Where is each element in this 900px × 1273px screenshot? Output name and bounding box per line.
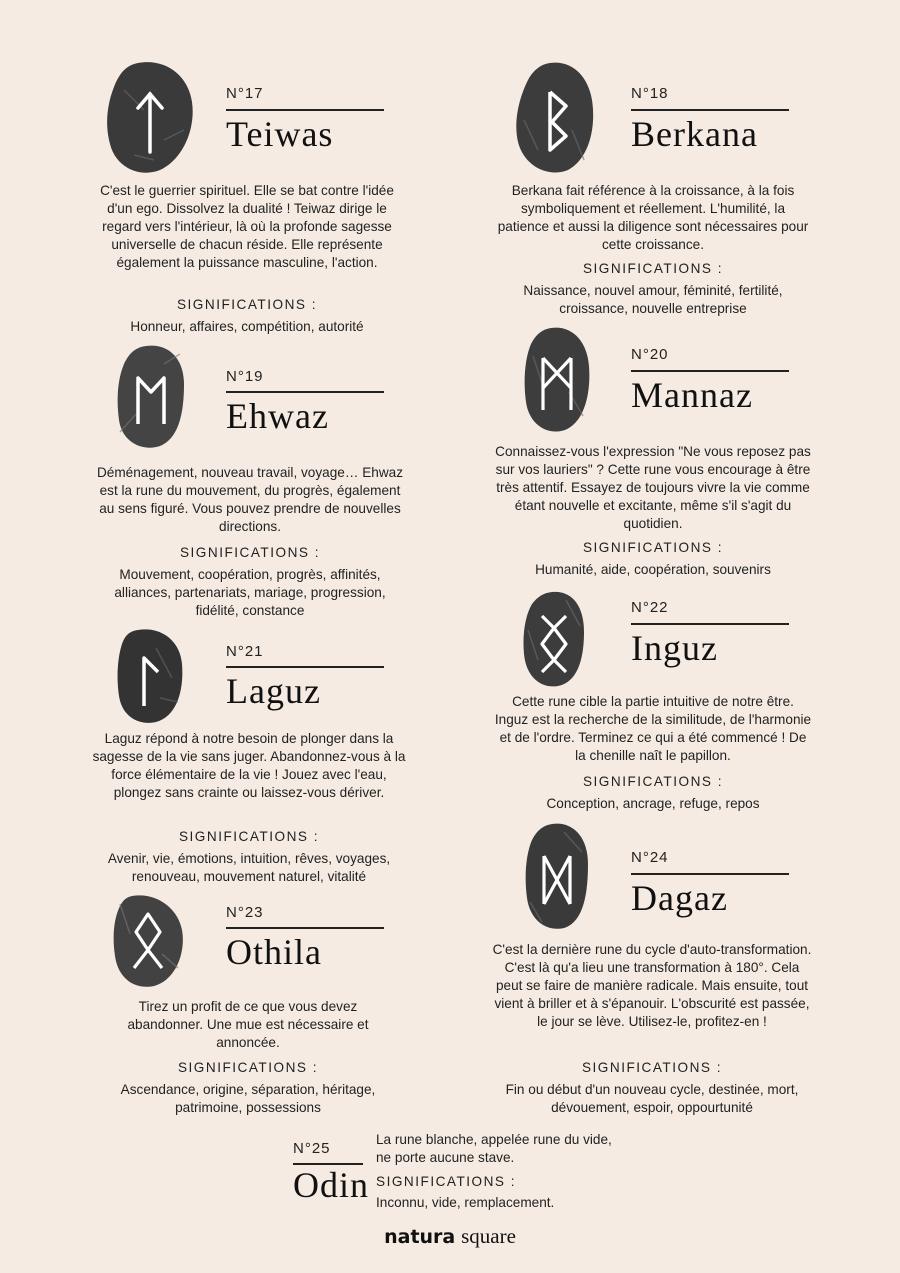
significations-label: SIGNIFICATIONS : bbox=[581, 1060, 723, 1075]
significations-label: SIGNIFICATIONS : bbox=[179, 545, 321, 560]
rune-name: Teiwas bbox=[226, 114, 334, 154]
divider bbox=[631, 109, 789, 111]
significations-label: SIGNIFICATIONS : bbox=[376, 1174, 517, 1189]
rune-description: C'est le guerrier spirituel. Elle se bat contre l'idée d'un ego. Dissolvez la dualité ! Teiwaz dirige le regard vers l'intérieur, là où la profonde sagesse universelle de chacun réside. Elle représente également la puissance masculine, l'action. bbox=[100, 183, 394, 270]
divider bbox=[226, 927, 384, 929]
rune-name: Dagaz bbox=[631, 878, 728, 918]
rune-number: N°19 bbox=[226, 368, 264, 385]
rune-name: Othila bbox=[226, 932, 322, 972]
rune-number: N°24 bbox=[631, 849, 669, 866]
brand-bold: natura bbox=[384, 1226, 456, 1248]
divider bbox=[631, 873, 789, 875]
significations-label: SIGNIFICATIONS : bbox=[582, 540, 724, 555]
rune-number: N°21 bbox=[226, 643, 264, 660]
rune-stone-inguz bbox=[522, 590, 586, 688]
brand-light: square bbox=[461, 1224, 516, 1248]
divider bbox=[226, 666, 384, 668]
rune-name: Berkana bbox=[631, 114, 758, 154]
rune-meanings: Honneur, affaires, compétition, autorité bbox=[130, 319, 364, 334]
rune-description: Cette rune cible la partie intuitive de notre être. Inguz est la recherche de la similitude, de l'harmonie et de l'ordre. Terminez ce qui a été commencé ! De la chenille naît le papillon. bbox=[494, 694, 812, 763]
rune-name: Ehwaz bbox=[226, 396, 329, 436]
rune-meanings: Ascendance, origine, séparation, héritage, patrimoine, possessions bbox=[120, 1082, 376, 1115]
rune-stone-ehwaz bbox=[116, 344, 186, 450]
rune-number: N°23 bbox=[226, 904, 264, 921]
rune-meanings: Inconnu, vide, remplacement. bbox=[376, 1195, 555, 1210]
divider bbox=[631, 370, 789, 372]
rune-stone-mannaz bbox=[523, 326, 591, 434]
rune-meanings: Conception, ancrage, refuge, repos bbox=[546, 796, 760, 811]
rune-stone-laguz bbox=[116, 628, 184, 724]
rune-description: Tirez un profit de ce que vous devez abandonner. Une mue est nécessaire et annoncée. bbox=[127, 999, 369, 1050]
rune-stone-dagaz bbox=[524, 822, 590, 932]
divider bbox=[226, 391, 384, 393]
rune-number: N°18 bbox=[631, 85, 669, 102]
divider bbox=[226, 109, 384, 111]
rune-description: La rune blanche, appelée rune du vide, ne porte aucune stave. bbox=[376, 1132, 612, 1165]
rune-name: Odin bbox=[293, 1165, 369, 1205]
rune-meanings: Humanité, aide, coopération, souvenirs bbox=[535, 562, 771, 577]
rune-number: N°20 bbox=[631, 346, 669, 363]
significations-label: SIGNIFICATIONS : bbox=[582, 774, 724, 789]
significations-label: SIGNIFICATIONS : bbox=[582, 261, 724, 276]
rune-description: Laguz répond à notre besoin de plonger dans la sagesse de la vie sans juger. Abandonnez-vous à la force élémentaire de la vie ! Jouez avec l'eau, plongez sans crainte ou laissez-vous dériver. bbox=[92, 731, 406, 800]
significations-label: SIGNIFICATIONS : bbox=[177, 1060, 319, 1075]
rune-number: N°17 bbox=[226, 85, 264, 102]
rune-name: Inguz bbox=[631, 628, 718, 668]
rune-number: N°25 bbox=[293, 1140, 331, 1157]
rune-description: Déménagement, nouveau travail, voyage… Ehwaz est la rune du mouvement, du progrès, également au sens figuré. Vous pouvez prendre de nouvelles directions. bbox=[96, 465, 404, 534]
brand-logo bbox=[0, 1224, 900, 1249]
rune-meanings: Fin ou début d'un nouveau cycle, destinée, mort, dévouement, espoir, oppourtunité bbox=[505, 1082, 799, 1115]
significations-label: SIGNIFICATIONS : bbox=[178, 829, 320, 844]
rune-meanings: Naissance, nouvel amour, féminité, fertilité, croissance, nouvelle entreprise bbox=[523, 283, 783, 316]
rune-meanings: Mouvement, coopération, progrès, affinités, alliances, partenariats, mariage, progression, fidélité, constance bbox=[114, 567, 386, 618]
rune-stone-teiwas bbox=[104, 60, 196, 175]
rune-meanings: Avenir, vie, émotions, intuition, rêves, voyages, renouveau, mouvement naturel, vitalité bbox=[107, 851, 391, 884]
rune-description: Connaissez-vous l'expression "Ne vous reposez pas sur vos lauriers" ? Cette rune vous encourage à être très attentif. Essayez de toujours vivre la vie comme étant nouvelle et excitante, même s'il s'agit du quotidien. bbox=[495, 444, 811, 531]
rune-number: N°22 bbox=[631, 599, 669, 616]
rune-description: Berkana fait référence à la croissance, à la fois symboliquement et réellement. L'humilité, la patience et aussi la diligence sont nécessaires pour cette croissance. bbox=[497, 183, 809, 252]
rune-stone-othila bbox=[112, 894, 184, 988]
rune-description: C'est la dernière rune du cycle d'auto-transformation. C'est là qu'a lieu une transformation à 180°. Cela peut se faire de manière radicale. Mais ensuite, tout vient à briller et à s'épanouir. L'obscurité est passée, le jour se lève. Utilisez-le, profitez-en ! bbox=[492, 942, 812, 1029]
significations-label: SIGNIFICATIONS : bbox=[176, 297, 318, 312]
rune-name: Laguz bbox=[226, 671, 321, 711]
rune-name: Mannaz bbox=[631, 375, 753, 415]
divider bbox=[631, 623, 789, 625]
rune-stone-berkana bbox=[514, 60, 596, 175]
